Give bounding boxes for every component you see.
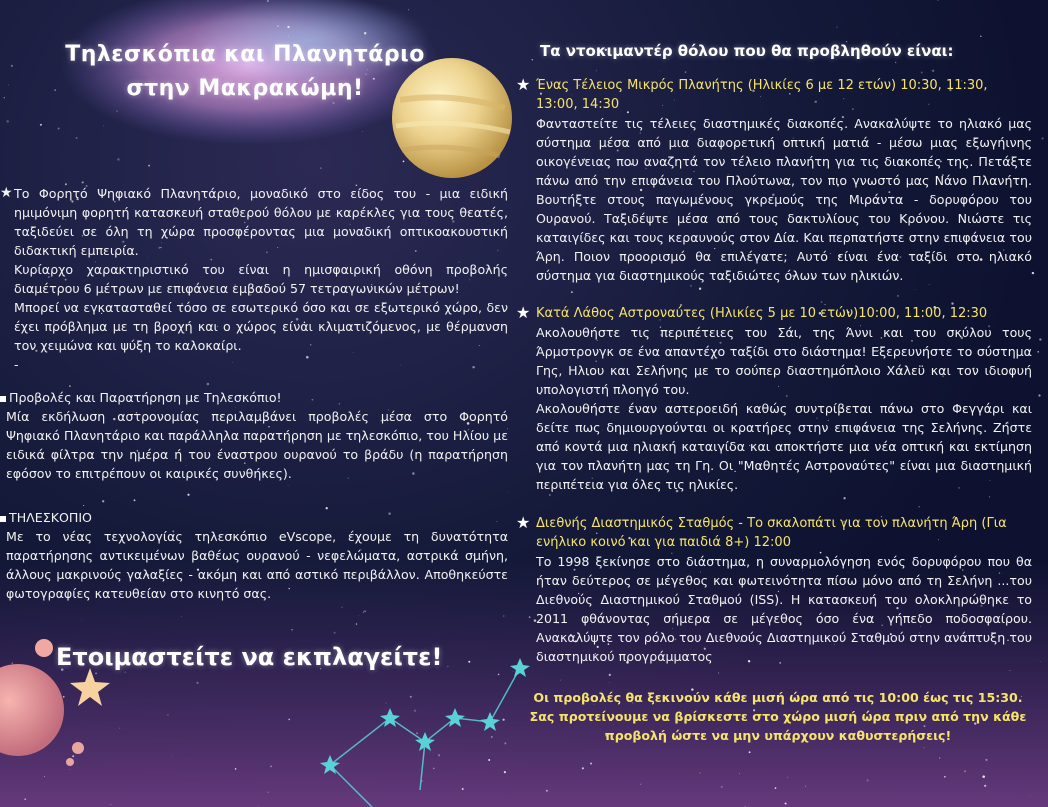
star: [609, 682, 610, 683]
slogan: Ετοιμαστείτε να εκπλαγείτε!: [56, 643, 443, 671]
star: [433, 768, 435, 770]
projections-text: Μία εκδήλωση αστρονομίας περιλαμβάνει προβολές μέσα στο Φορητό Ψηφιακό Πλανητάριο και παράλληλα παρατήρηση με τηλεσκόπιο, του Ηλίου με ειδικά φίλτρα την ημέρα ή του έναστρου ουρανού το βράδυ (η παρατήρηση εφόσον το επιτρέπουν οι καιρικές συνθήκες).: [6, 409, 508, 481]
star: [1010, 670, 1011, 671]
star: [187, 494, 189, 496]
star: [287, 26, 289, 28]
star: [787, 777, 788, 778]
star: [749, 751, 751, 753]
star: [984, 785, 986, 787]
star: [498, 674, 500, 676]
star: [69, 385, 71, 387]
star: [690, 285, 691, 286]
projections-section: [0, 388, 508, 483]
star: [116, 110, 117, 111]
star: [356, 623, 358, 625]
star: [718, 672, 719, 673]
star-bullet-icon: ★: [516, 303, 531, 322]
star: [488, 759, 490, 761]
star: [40, 124, 42, 126]
star: [267, 0, 269, 2]
star: [805, 786, 806, 787]
star: [288, 719, 290, 721]
star: [76, 137, 78, 139]
star: [270, 765, 272, 767]
film-2-description: Ακολουθήστε τις περιπέτειες του Σάι, της Άννι και του σκύλου τους Άρμστρονγκ σε ένα απαντέχο ταξίδι στο διάστημα! Εξερευνήστε το σύστημα Γης, Ηλιου και Σελήνης με το σούπερ διαστημόπλοιο Χάλεϋ και τον ιδιοφυή υπολογιστή πλοηγό του.: [536, 325, 1032, 397]
star: [320, 167, 321, 168]
star: [503, 719, 505, 721]
separator-dash: -: [14, 357, 19, 372]
star: [964, 770, 966, 772]
star: [739, 773, 740, 774]
star: [207, 383, 210, 386]
star: [699, 772, 700, 773]
star: [660, 71, 661, 72]
star: [785, 802, 787, 804]
star: [44, 776, 45, 777]
star: [110, 804, 111, 805]
star: [1042, 137, 1044, 139]
film-2: [516, 304, 1032, 494]
star: [334, 632, 336, 634]
star: [919, 506, 920, 507]
star: [341, 607, 342, 608]
star: [923, 747, 924, 748]
page-title: [60, 38, 430, 106]
telescope-heading: ΤΗΛΕΣΚΟΠΙΟ: [9, 510, 92, 525]
star: [83, 505, 84, 506]
star: [196, 682, 198, 684]
film-2-description-2: Ακολουθήστε έναν αστεροειδή καθώς συντρίβεται πάνω στο Φεγγάρι και δείτε πως δημιουργούνται οι κρατήρες στην επιφάνεια της Σελήνης. Ζήστε από κοντά μια ηλιακή καταιγίδα και αποκτήστε μια νέα οπτική και εκτίμηση για τον πλανήτη μας τη Γη. Οι "Μαθητές Αστροναύτες" είναι μια διαστημική περιπέτεια για όλες τις ηλικίες.: [536, 401, 1032, 492]
star: [363, 611, 364, 612]
star: [364, 32, 367, 35]
square-bullet-icon: [0, 396, 6, 402]
star: [513, 671, 514, 672]
star: [1040, 661, 1041, 662]
star: [72, 755, 74, 757]
star: [1039, 338, 1041, 340]
star: [1037, 351, 1038, 352]
film-3-title: Διεθνής Διαστημικός Σταθμός - Το σκαλοπάτι για τον πλανήτη Άρη (Για ενήλικο κοινό και για παιδιά 8+) 12:00: [536, 516, 1007, 550]
star: [58, 128, 60, 130]
star: [148, 165, 150, 167]
star: [8, 85, 9, 86]
star: [685, 71, 687, 73]
star: [358, 615, 359, 616]
star: [775, 787, 777, 789]
star: [54, 89, 56, 91]
star: [571, 291, 573, 293]
projections-heading: Προβολές και Παρατήρηση με Τηλεσκόπιο!: [9, 390, 282, 405]
star: [843, 497, 845, 499]
title-line-1: Τηλεσκόπια και Πλανητάριο: [65, 42, 425, 67]
star: [6, 120, 9, 123]
star: [288, 485, 289, 486]
star: [81, 620, 82, 621]
star: [1030, 796, 1031, 797]
star: [403, 161, 405, 163]
intro-section: [0, 184, 508, 374]
star: [4, 97, 5, 98]
star: [503, 615, 505, 617]
star: [491, 736, 493, 738]
film-3: [516, 514, 1032, 666]
telescope-text: Με το νέας τεχνολογίας τηλεσκόπιο eVscope, έχουμε τη δυνατότητα παρατήρησης αντικειμένων βαθέως ουρανού - νεφελώματα, αστρικά σμήνη, άλλους μακρινούς γαλαξίες - ακόμη και από αστικό περιβάλλον. Αποθηκεύστε φωτογραφίες κατευθείαν στο κινητό σας.: [6, 529, 508, 601]
star: [582, 767, 584, 769]
star: [291, 629, 293, 631]
star: [721, 786, 723, 788]
telescope-section: [0, 508, 508, 603]
title-line-2: στην Μακρακώμη!: [126, 76, 364, 101]
star: [173, 755, 174, 756]
star: [167, 714, 168, 715]
intro-paragraph-1: Το Φορητό Ψηφιακό Πλανητάριο, μοναδικό στο είδος του - μια ειδική ημιμόνιμη φορητή κατασκευή σταθερού θόλου με καρέκλες για τους θεατές, ταξιδεύει σε όλη τη χώρα προσφέροντας μια μοναδική οπτικοακουστική διδακτική εμπειρία.: [14, 186, 508, 258]
star: [410, 696, 412, 698]
star: [362, 131, 363, 132]
star: [504, 771, 506, 773]
star: [989, 496, 990, 497]
star: [408, 9, 409, 10]
star: [364, 610, 366, 612]
film-1-description: Φανταστείτε τις τέλειες διαστημικές διακοπές. Ανακαλύψτε το ηλιακό μας σύστημα μέσα από μια διαφορετική οπτική ματιά - μέσω μιας εξωγήινης οικογένειας που αναζητά τον τέλειο πλανήτη για τις διακοπές της. Πετάξτε πάνω από την επιφάνεια του Πλούτωνα, τον πιο γνωστό μας Νάνο Πλανήτη. Βουτήξτε στους παγωμένους γκρεμούς της Μιράντα - δορυφόρου του Ουρανού. Ταξιδέψτε μέσα από τους δακτυλίους του Κρόνου. Νιώστε τις καταιγίδες και τους κεραυνούς στον Δία. Και περπατήστε στην επιφάνεια του Άρη. Ποιον προορισμό θα επιλέγατε; Αυτό είναι ένα ταξίδι στο ηλιακό σύστημα για διαστημικούς ταξιδιώτες όλων των ηλικιών.: [536, 116, 1032, 283]
film-1: [516, 76, 1032, 285]
star: [932, 69, 935, 72]
star: [103, 125, 104, 126]
star: [181, 616, 182, 617]
star: [438, 754, 440, 756]
star: [609, 674, 611, 676]
star: [549, 494, 551, 496]
star: [385, 703, 386, 704]
star: [590, 762, 592, 764]
star: [921, 72, 923, 74]
star: [560, 680, 561, 681]
star: [119, 728, 120, 729]
star: [897, 295, 899, 297]
star: [288, 36, 289, 37]
star: [235, 768, 237, 770]
film-2-title: Κατά Λάθος Αστροναύτες (Ηλικίες 5 με 10 ετών)10:00, 11:00, 12:30: [536, 306, 988, 321]
star: [117, 158, 120, 161]
star: [63, 696, 65, 698]
star: [982, 775, 985, 778]
star: [277, 25, 279, 27]
star: [866, 779, 868, 781]
star: [821, 301, 823, 303]
star: [1038, 394, 1040, 396]
star: [944, 776, 946, 778]
star: [596, 70, 597, 71]
star: [416, 732, 418, 734]
intro-paragraph-2: Κυρίαρχο χαρακτηριστικό του είναι η ημισφαιρική οθόνη προβολής διαμέτρου 6 μέτρων με επιφάνεια εμβαδού 57 τετραγωνικών μέτρων!: [14, 262, 508, 296]
star: [980, 36, 981, 37]
star: [985, 759, 987, 761]
square-bullet-icon: [0, 516, 6, 522]
footer-notice: Οι προβολές θα ξεκινούν κάθε μισή ώρα από τις 10:00 έως τις 15:30. Σας προτείνουμε να βρίσκεστε στο χώρο μισή ώρα πριν από την κάθε προβολή ώστε να μην υπάρχουν καθυστερήσεις!: [529, 690, 1027, 743]
star: [532, 59, 533, 60]
star: [939, 757, 940, 758]
star: [268, 792, 269, 793]
star: [699, 288, 701, 290]
star-bullet-icon: ★: [0, 185, 13, 201]
star: [69, 769, 70, 770]
star: [11, 662, 13, 664]
star: [1032, 272, 1034, 274]
film-1-title: Ένας Τέλειος Μικρός Πλανήτης (Ηλικίες 6 με 12 ετών) 10:30, 11:30, 13:00, 14:30: [536, 78, 988, 112]
star: [462, 788, 464, 790]
intro-paragraph-3: Μπορεί να εγκατασταθεί τόσο σε εσωτερικό όσο και σε εξωτερικό χώρο, δεν έχει πρόβλημα με τη βροχή και ο χώρος είναι κλιματιζόμενος, με θέρμανση τον χειμώνα και ψύξη το καλοκαίρι.: [14, 300, 508, 353]
star-bullet-icon: ★: [516, 513, 531, 532]
star: [102, 500, 104, 502]
star: [414, 710, 416, 712]
star: [546, 790, 548, 792]
star-bullet-icon: ★: [516, 75, 531, 94]
star: [11, 65, 13, 67]
star: [640, 784, 642, 786]
star: [504, 742, 506, 744]
star: [24, 798, 26, 800]
films-heading: Τα ντοκιμαντέρ θόλου που θα προβληθούν είναι:: [540, 42, 954, 60]
film-3-description: Το 1998 ξεκίνησε στο διάστημα, η συναρμολόγηση ενός δορυφόρου που θα ήταν δεύτερος σε μέγεθος και φωτεινότητα πίσω μόνο από τη Σελήνη ...του Διεθνούς Διαστημικού Σταθμού (ISS). Η κατασκευή του ολοκληρώθηκε το 2011 φθάνοντας σήμερα σε μέγεθος όσο ένα γήπεδο ποδοσφαίρου. Ανακαλύψτε τον ρόλο του Διεθνούς Διαστημικού Σταθμού στην ανάπτυξη του διαστημικού προγράμματος: [536, 554, 1032, 664]
star: [836, 26, 837, 27]
star: [134, 499, 136, 501]
